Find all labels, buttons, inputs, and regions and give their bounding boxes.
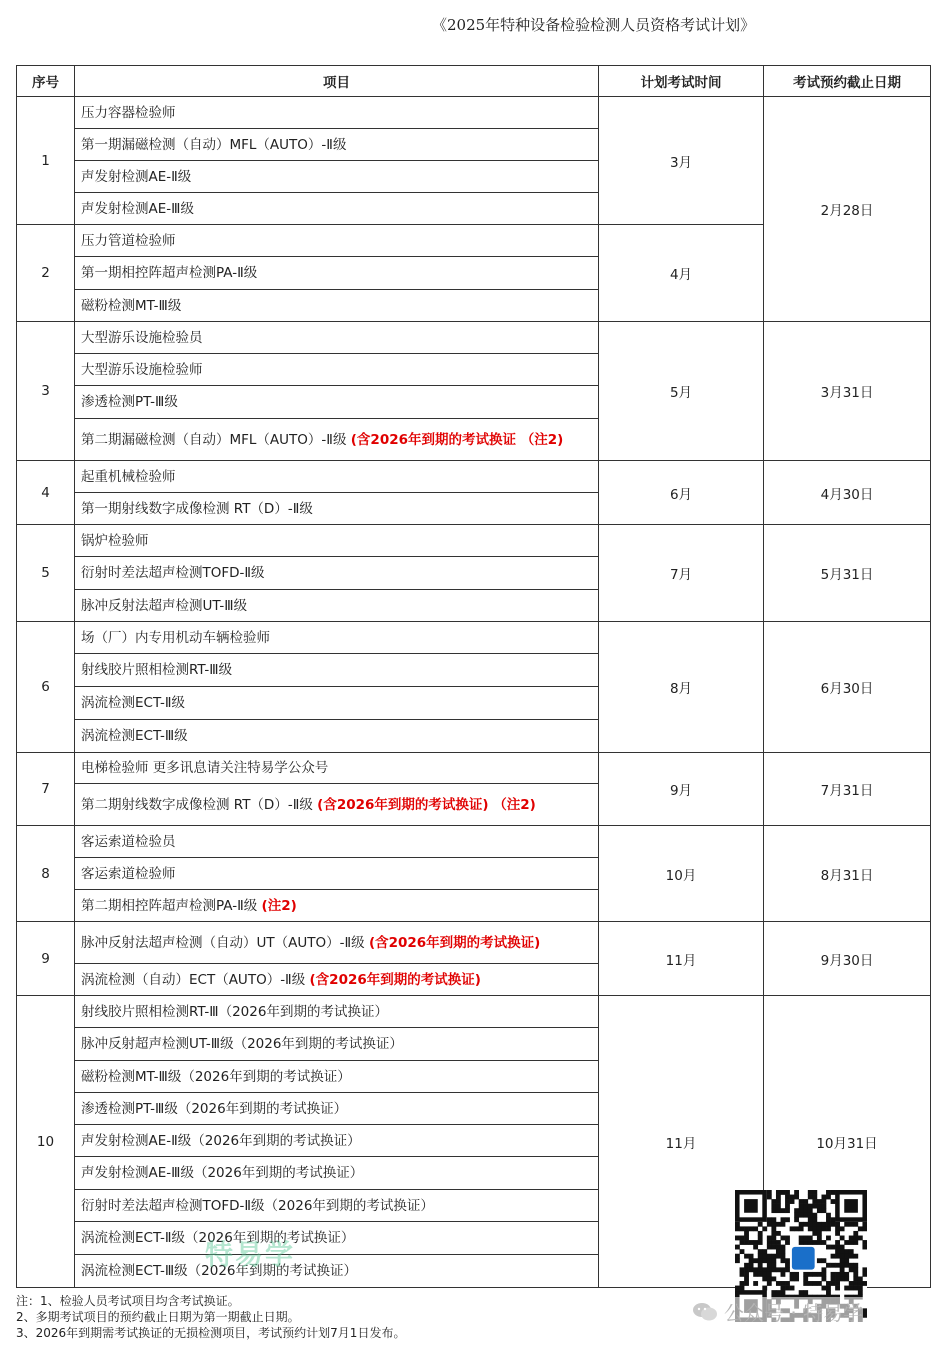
item-text: 脉冲反射法超声检测（自动）UT（AUTO）-Ⅱ级 [81, 934, 365, 951]
header-time: 计划考试时间 [599, 66, 764, 97]
seq-cell: 8 [17, 826, 75, 922]
item-cell [75, 1190, 599, 1222]
item-cell [75, 1157, 599, 1190]
header-seq: 序号 [17, 66, 75, 97]
item-text: 场（厂）内专用机动车辆检验师 [81, 629, 270, 646]
deadline-cell: 6月30日 [764, 622, 931, 753]
item-note-red: (含2026年到期的考试换证 （注2) [350, 431, 564, 448]
item-cell [75, 964, 599, 996]
item-cell [75, 129, 599, 161]
item-text: 第一期相控阵超声检测PA-Ⅱ级 [81, 265, 258, 281]
table-row [17, 622, 931, 654]
item-cell [75, 826, 599, 858]
item-cell [75, 922, 599, 964]
time-cell: 4月 [599, 225, 764, 322]
seq-cell: 5 [17, 525, 75, 622]
item-text: 压力管道检验师 [81, 232, 176, 249]
note-line: 3、2026年到期需考试换证的无损检测项目，考试预约计划7月1日发布。 [16, 1326, 406, 1340]
item-text: 压力容器检验师 [81, 104, 176, 121]
item-cell [75, 784, 599, 826]
item-text: 磁粉检测MT-Ⅲ级（2026年到期的考试换证） [81, 1068, 351, 1085]
seq-cell: 7 [17, 753, 75, 826]
item-cell [75, 858, 599, 890]
header-row [17, 66, 931, 97]
item-text: 脉冲反射法超声检测UT-Ⅲ级 [81, 597, 248, 614]
table-row [17, 922, 931, 964]
time-cell: 11月 [599, 996, 764, 1288]
seq-cell: 6 [17, 622, 75, 753]
item-text: 声发射检测AE-Ⅱ级 [81, 168, 192, 185]
item-cell [75, 622, 599, 654]
item-cell [75, 290, 599, 322]
item-note-red: (含2026年到期的考试换证) [368, 934, 541, 951]
table-row [17, 753, 931, 784]
item-cell [75, 1061, 599, 1093]
seq-cell: 4 [17, 461, 75, 525]
item-cell [75, 161, 599, 193]
item-text: 声发射检测AE-Ⅲ级 [81, 200, 194, 217]
item-text: 射线胶片照相检测RT-Ⅲ（2026年到期的考试换证） [81, 1003, 388, 1020]
item-text: 声发射检测AE-Ⅱ级（2026年到期的考试换证） [81, 1132, 361, 1149]
item-cell [75, 354, 599, 386]
item-text: 涡流检测ECT-Ⅱ级（2026年到期的考试换证） [81, 1230, 355, 1246]
item-cell [75, 1222, 599, 1255]
wechat-label: 公众号 · 特易学 [724, 1301, 864, 1325]
item-cell [75, 1028, 599, 1061]
item-text: 脉冲反射超声检测UT-Ⅲ级（2026年到期的考试换证） [81, 1036, 403, 1052]
table-row [17, 322, 931, 354]
seq-cell: 9 [17, 922, 75, 996]
item-text: 渗透检测PT-Ⅲ级 [81, 394, 178, 410]
item-cell [75, 97, 599, 129]
item-cell [75, 996, 599, 1028]
item-cell [75, 1125, 599, 1157]
item-text: 渗透检测PT-Ⅲ级（2026年到期的考试换证） [81, 1100, 348, 1117]
exam-plan-table [16, 65, 931, 1288]
table-body [17, 97, 931, 1288]
deadline-cell: 5月31日 [764, 525, 931, 622]
table-row [17, 826, 931, 858]
item-text: 衍射时差法超声检测TOFD-Ⅱ级 [81, 565, 265, 581]
item-cell [75, 525, 599, 557]
seq-cell: 2 [17, 225, 75, 322]
item-text: 第二期相控阵超声检测PA-Ⅱ级 [81, 897, 258, 914]
item-note-red: (注2) [261, 897, 297, 914]
item-text: 锅炉检验师 [81, 532, 149, 549]
time-cell: 11月 [599, 922, 764, 996]
seq-cell: 10 [17, 996, 75, 1288]
item-text: 第一期漏磁检测（自动）MFL（AUTO）-Ⅱ级 [81, 136, 347, 153]
item-text: 衍射时差法超声检测TOFD-Ⅱ级（2026年到期的考试换证） [81, 1197, 434, 1214]
note-line: 2、多期考试项目的预约截止日期为第一期截止日期。 [16, 1310, 300, 1324]
notes-block [16, 1293, 405, 1341]
item-cell [75, 257, 599, 290]
item-note-red: (含2026年到期的考试换证) [309, 971, 481, 988]
seq-cell: 1 [17, 97, 75, 225]
item-cell [75, 461, 599, 493]
header-item: 项目 [75, 66, 599, 97]
table-row [17, 996, 931, 1028]
deadline-cell: 3月31日 [764, 322, 931, 461]
table-row [17, 461, 931, 493]
deadline-cell: 4月30日 [764, 461, 931, 525]
time-cell: 7月 [599, 525, 764, 622]
page-title: 《2025年特种设备检验检测人员资格考试计划》 [432, 16, 756, 34]
item-text: 涡流检测（自动）ECT（AUTO）-Ⅱ级 [81, 971, 306, 988]
item-text: 射线胶片照相检测RT-Ⅲ级 [81, 662, 233, 678]
item-cell [75, 753, 599, 784]
item-cell [75, 419, 599, 461]
item-text: 大型游乐设施检验师 [81, 361, 203, 378]
item-text: 磁粉检测MT-Ⅲ级 [81, 297, 182, 314]
item-text: 涡流检测ECT-Ⅲ级 [81, 728, 188, 744]
item-cell [75, 1255, 599, 1288]
item-text: 涡流检测ECT-Ⅱ级 [81, 695, 185, 711]
item-text: 第二期漏磁检测（自动）MFL（AUTO）-Ⅱ级 [81, 431, 347, 448]
item-text: 起重机械检验师 [81, 468, 176, 485]
item-cell [75, 720, 599, 753]
item-text: 第二期射线数字成像检测 RT（D）-Ⅱ级 [81, 796, 313, 813]
table-row [17, 525, 931, 557]
note-line: 注：1、检验人员考试项目均含考试换证。 [16, 1294, 240, 1308]
item-cell [75, 654, 599, 687]
item-text: 涡流检测ECT-Ⅲ级（2026年到期的考试换证） [81, 1263, 357, 1279]
item-text: 声发射检测AE-Ⅲ级（2026年到期的考试换证） [81, 1165, 364, 1181]
qr-logo-icon [792, 1247, 815, 1270]
item-cell [75, 322, 599, 354]
item-cell [75, 590, 599, 622]
item-text: 第一期射线数字成像检测 RT（D）-Ⅱ级 [81, 500, 313, 517]
item-text: 客运索道检验员 [81, 833, 176, 850]
wechat-watermark [692, 1297, 863, 1326]
header-deadline: 考试预约截止日期 [764, 66, 931, 97]
item-text: 电梯检验师 更多讯息请关注特易学公众号 [81, 760, 329, 776]
time-cell: 5月 [599, 322, 764, 461]
table-row [17, 97, 931, 129]
item-cell [75, 1093, 599, 1125]
deadline-cell: 10月31日 [764, 996, 931, 1288]
item-cell [75, 193, 599, 225]
time-cell: 8月 [599, 622, 764, 753]
deadline-cell: 2月28日 [764, 97, 931, 322]
item-text: 大型游乐设施检验员 [81, 329, 203, 346]
time-cell: 6月 [599, 461, 764, 525]
time-cell: 9月 [599, 753, 764, 826]
seq-cell: 3 [17, 322, 75, 461]
deadline-cell: 7月31日 [764, 753, 931, 826]
item-cell [75, 890, 599, 922]
time-cell: 3月 [599, 97, 764, 225]
item-cell [75, 687, 599, 720]
watermark-text: 特易学 [205, 1238, 296, 1271]
time-cell: 10月 [599, 826, 764, 922]
deadline-cell: 8月31日 [764, 826, 931, 922]
wechat-icon [692, 1302, 718, 1322]
deadline-cell: 9月30日 [764, 922, 931, 996]
item-note-red: (含2026年到期的考试换证) （注2) [317, 796, 536, 813]
item-cell [75, 225, 599, 257]
item-text: 客运索道检验师 [81, 865, 176, 882]
item-cell [75, 386, 599, 419]
item-cell [75, 493, 599, 525]
item-cell [75, 557, 599, 590]
